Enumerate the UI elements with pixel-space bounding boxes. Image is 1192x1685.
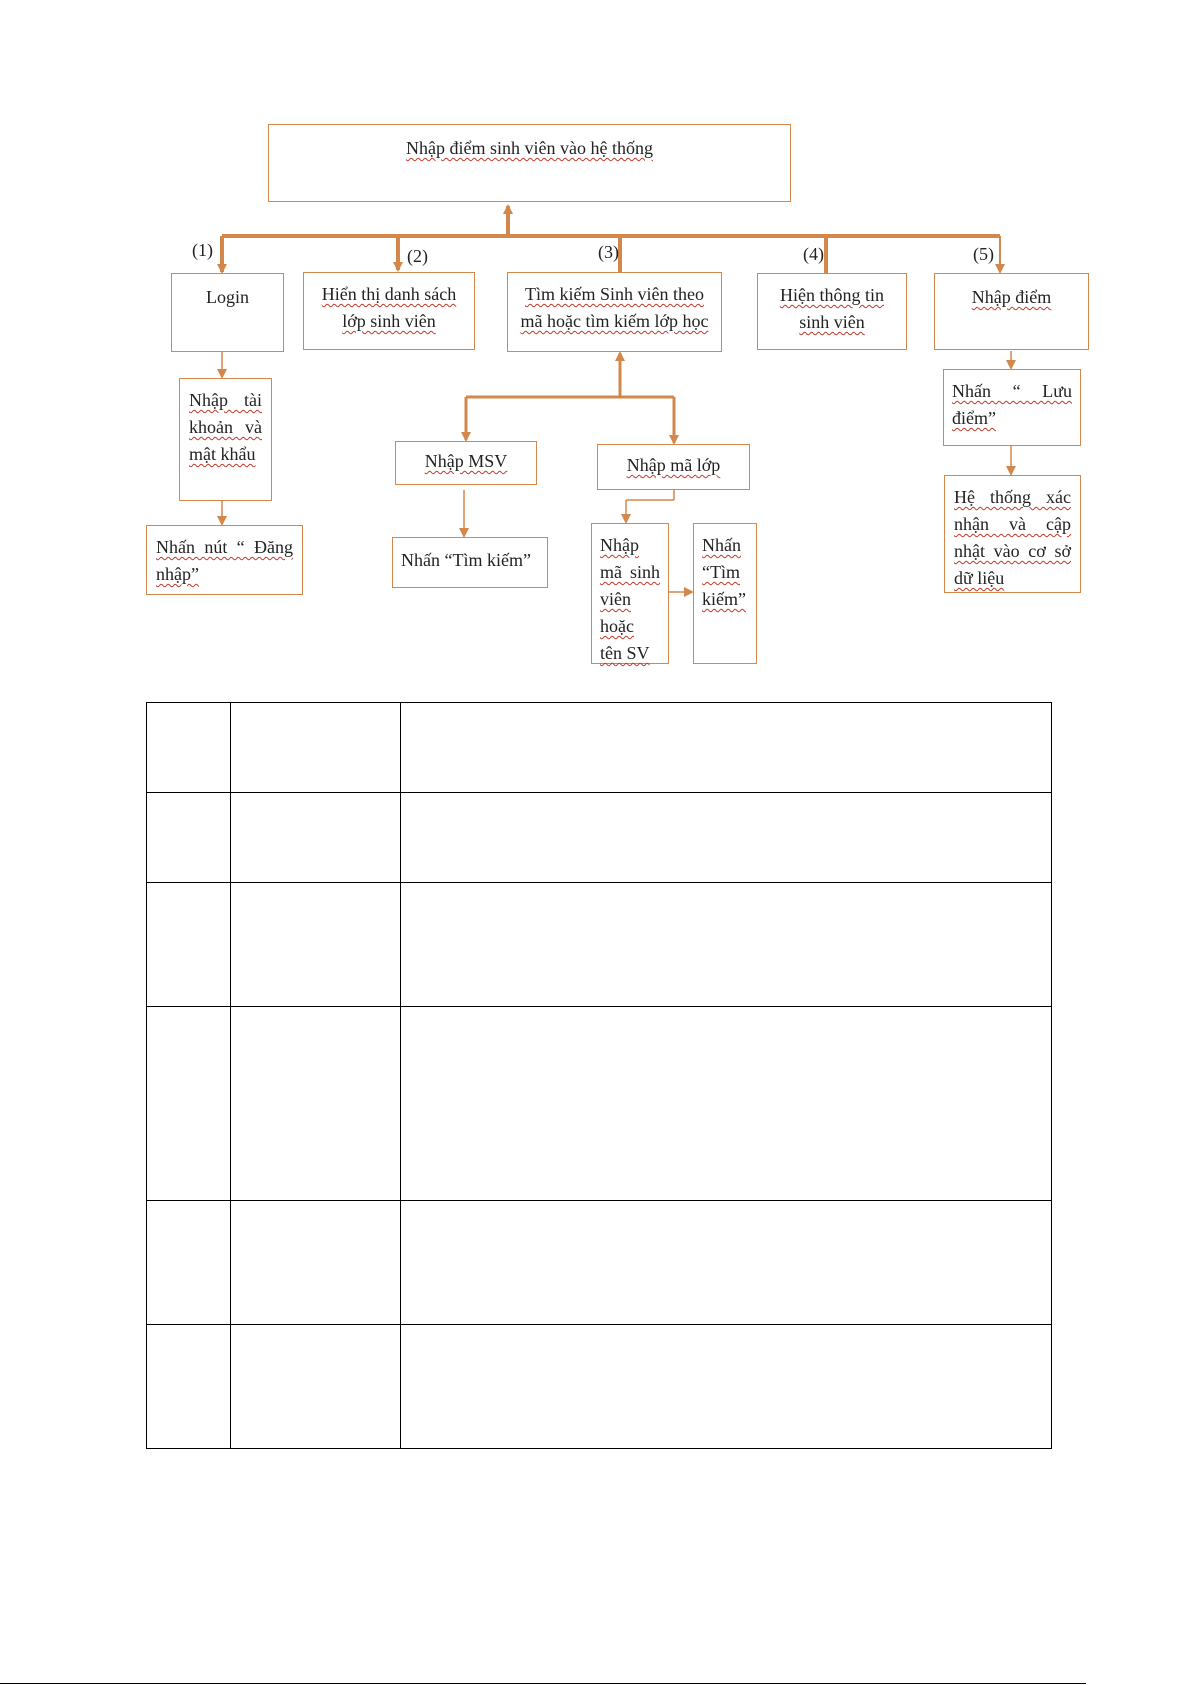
table-cell: [400, 1007, 1051, 1200]
table-row: [147, 883, 1052, 1007]
branch-number-1: (1): [192, 240, 213, 260]
class-list-box: [303, 272, 475, 350]
table-cell: [147, 1324, 231, 1448]
root-label: Nhập điểm sinh viên vào hệ thống: [406, 138, 653, 158]
table-cell: [230, 883, 400, 1007]
press-search-class-box: [693, 523, 757, 664]
page-bottom-divider: [0, 1683, 1086, 1684]
enter-student-code-label: Nhập mã sinh viên hoặc tên SV: [600, 535, 660, 663]
table-cell: [230, 703, 400, 793]
table-cell: [230, 1007, 400, 1200]
branch-number-2: (2): [407, 246, 428, 266]
enter-class-code-label: Nhập mã lớp: [626, 455, 721, 475]
table-cell: [230, 793, 400, 883]
press-search-msv-box: [392, 537, 548, 588]
table-row: [147, 793, 1052, 883]
table-row: [147, 1200, 1052, 1324]
press-search-class-label: Nhấn “Tìm kiếm”: [702, 535, 746, 609]
empty-table: [146, 702, 1052, 1449]
class-list-label: Hiển thị danh sách lớp sinh viên: [321, 284, 457, 331]
enter-class-code-box: [597, 444, 750, 490]
table-cell: [147, 1007, 231, 1200]
login-box: [171, 273, 284, 352]
enter-msv-label: Nhập MSV: [424, 451, 508, 471]
root-box: [268, 124, 791, 202]
student-info-label: Hiện thông tin sinh viên: [780, 285, 884, 332]
enter-student-code-box: [591, 523, 669, 664]
table-row: [147, 703, 1052, 793]
table-cell: [400, 1324, 1051, 1448]
table-cell: [400, 1200, 1051, 1324]
branch-number-3: (3): [598, 242, 619, 262]
branch-number-5: (5): [973, 244, 994, 264]
enter-account-label: Nhập tài khoản và mật khẩu: [189, 390, 262, 464]
table-cell: [147, 793, 231, 883]
table-cell: [400, 883, 1051, 1007]
table-cell: [230, 1324, 400, 1448]
search-label: Tìm kiếm Sinh viên theo mã hoặc tìm kiếm lớp học: [520, 284, 709, 331]
table-cell: [400, 793, 1051, 883]
press-login-box: [146, 525, 303, 595]
table-cell: [400, 703, 1051, 793]
system-confirm-box: [944, 475, 1081, 593]
press-search-msv-label: Nhấn “Tìm kiếm”: [401, 550, 531, 570]
enter-grade-label: Nhập điểm: [971, 287, 1052, 307]
branch-number-4: (4): [803, 244, 824, 264]
enter-grade-box: [934, 273, 1089, 350]
table-row: [147, 1007, 1052, 1200]
table-cell: [147, 883, 231, 1007]
system-confirm-label: Hệ thống xác nhận và cập nhật vào cơ sở dữ liệu: [954, 487, 1071, 588]
enter-account-box: [179, 378, 272, 501]
table-row: [147, 1324, 1052, 1448]
search-box: [507, 272, 722, 352]
press-save-grade-box: [943, 369, 1081, 446]
press-save-grade-label: Nhấn “ Lưu điểm”: [952, 381, 1072, 428]
enter-msv-box: [395, 441, 537, 485]
table-cell: [230, 1200, 400, 1324]
login-label: Login: [206, 287, 249, 307]
table-cell: [147, 703, 231, 793]
student-info-box: [757, 273, 907, 350]
table-cell: [147, 1200, 231, 1324]
press-login-label: Nhấn nút “ Đăng nhập”: [156, 537, 293, 584]
